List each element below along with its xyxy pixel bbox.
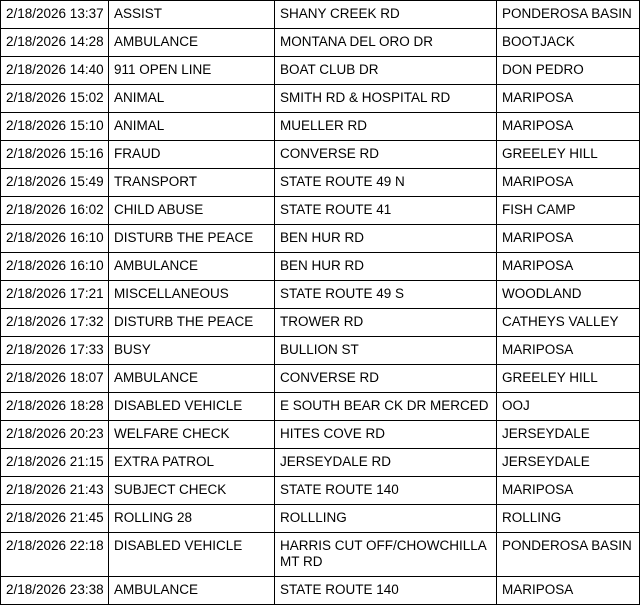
cell-call-type: DISTURB THE PEACE: [109, 309, 275, 337]
table-row: [1, 533, 640, 577]
table-row: [1, 309, 640, 337]
cell-datetime: 2/18/2026 21:15: [1, 449, 109, 477]
cell-datetime: 2/18/2026 15:16: [1, 141, 109, 169]
table-row: [1, 577, 640, 605]
table-row: [1, 253, 640, 281]
table-row: [1, 141, 640, 169]
table-row: [1, 225, 640, 253]
cell-location: BULLION ST: [275, 337, 497, 365]
table-row: [1, 505, 640, 533]
table-row: [1, 421, 640, 449]
cell-datetime: 2/18/2026 20:23: [1, 421, 109, 449]
cell-area: ROLLING: [497, 505, 640, 533]
cell-area: JERSEYDALE: [497, 449, 640, 477]
call-log-body: [1, 1, 640, 605]
table-row: [1, 169, 640, 197]
cell-location: HITES COVE RD: [275, 421, 497, 449]
cell-datetime: 2/18/2026 21:45: [1, 505, 109, 533]
cell-datetime: 2/18/2026 18:28: [1, 393, 109, 421]
cell-call-type: ANIMAL: [109, 113, 275, 141]
cell-location: MONTANA DEL ORO DR: [275, 29, 497, 57]
cell-location: JERSEYDALE RD: [275, 449, 497, 477]
cell-datetime: 2/18/2026 21:43: [1, 477, 109, 505]
cell-location: CONVERSE RD: [275, 365, 497, 393]
cell-area: CATHEYS VALLEY: [497, 309, 640, 337]
cell-datetime: 2/18/2026 18:07: [1, 365, 109, 393]
cell-location: E SOUTH BEAR CK DR MERCED: [275, 393, 497, 421]
cell-area: PONDEROSA BASIN: [497, 533, 640, 577]
cell-datetime: 2/18/2026 15:10: [1, 113, 109, 141]
cell-location: STATE ROUTE 41: [275, 197, 497, 225]
cell-call-type: AMBULANCE: [109, 577, 275, 605]
cell-datetime: 2/18/2026 14:40: [1, 57, 109, 85]
table-row: [1, 85, 640, 113]
cell-call-type: ANIMAL: [109, 85, 275, 113]
cell-location: BEN HUR RD: [275, 253, 497, 281]
cell-call-type: MISCELLANEOUS: [109, 281, 275, 309]
cell-call-type: WELFARE CHECK: [109, 421, 275, 449]
table-row: [1, 197, 640, 225]
cell-datetime: 2/18/2026 16:02: [1, 197, 109, 225]
cell-call-type: DISABLED VEHICLE: [109, 533, 275, 577]
table-row: [1, 1, 640, 29]
cell-location: MUELLER RD: [275, 113, 497, 141]
cell-area: MARIPOSA: [497, 85, 640, 113]
table-row: [1, 393, 640, 421]
cell-call-type: AMBULANCE: [109, 365, 275, 393]
cell-area: DON PEDRO: [497, 57, 640, 85]
cell-call-type: BUSY: [109, 337, 275, 365]
cell-area: MARIPOSA: [497, 225, 640, 253]
cell-call-type: EXTRA PATROL: [109, 449, 275, 477]
cell-location: HARRIS CUT OFF/CHOWCHILLA MT RD: [275, 533, 497, 577]
table-row: [1, 57, 640, 85]
cell-area: GREELEY HILL: [497, 365, 640, 393]
cell-datetime: 2/18/2026 16:10: [1, 253, 109, 281]
table-row: [1, 337, 640, 365]
table-row: [1, 29, 640, 57]
cell-call-type: ASSIST: [109, 1, 275, 29]
cell-location: ROLLLING: [275, 505, 497, 533]
cell-datetime: 2/18/2026 17:33: [1, 337, 109, 365]
cell-area: MARIPOSA: [497, 477, 640, 505]
cell-call-type: 911 OPEN LINE: [109, 57, 275, 85]
cell-location: STATE ROUTE 49 N: [275, 169, 497, 197]
cell-area: PONDEROSA BASIN: [497, 1, 640, 29]
cell-location: TROWER RD: [275, 309, 497, 337]
table-row: [1, 477, 640, 505]
cell-call-type: ROLLING 28: [109, 505, 275, 533]
cell-area: JERSEYDALE: [497, 421, 640, 449]
cell-call-type: DISTURB THE PEACE: [109, 225, 275, 253]
cell-location: STATE ROUTE 140: [275, 577, 497, 605]
cell-area: MARIPOSA: [497, 337, 640, 365]
cell-call-type: AMBULANCE: [109, 253, 275, 281]
table-row: [1, 449, 640, 477]
cell-location: CONVERSE RD: [275, 141, 497, 169]
cell-datetime: 2/18/2026 22:18: [1, 533, 109, 577]
cell-area: WOODLAND: [497, 281, 640, 309]
cell-call-type: AMBULANCE: [109, 29, 275, 57]
cell-datetime: 2/18/2026 16:10: [1, 225, 109, 253]
cell-datetime: 2/18/2026 17:21: [1, 281, 109, 309]
cell-call-type: TRANSPORT: [109, 169, 275, 197]
cell-location: BOAT CLUB DR: [275, 57, 497, 85]
table-row: [1, 113, 640, 141]
cell-area: MARIPOSA: [497, 169, 640, 197]
cell-call-type: DISABLED VEHICLE: [109, 393, 275, 421]
cell-location: SHANY CREEK RD: [275, 1, 497, 29]
cell-datetime: 2/18/2026 14:28: [1, 29, 109, 57]
cell-area: MARIPOSA: [497, 253, 640, 281]
cell-datetime: 2/18/2026 23:38: [1, 577, 109, 605]
cell-area: FISH CAMP: [497, 197, 640, 225]
cell-area: MARIPOSA: [497, 577, 640, 605]
cell-location: BEN HUR RD: [275, 225, 497, 253]
cell-datetime: 2/18/2026 15:02: [1, 85, 109, 113]
cell-area: MARIPOSA: [497, 113, 640, 141]
cell-location: SMITH RD & HOSPITAL RD: [275, 85, 497, 113]
cell-location: STATE ROUTE 140: [275, 477, 497, 505]
table-row: [1, 281, 640, 309]
cell-location: STATE ROUTE 49 S: [275, 281, 497, 309]
cell-call-type: FRAUD: [109, 141, 275, 169]
cell-area: GREELEY HILL: [497, 141, 640, 169]
table-row: [1, 365, 640, 393]
cell-call-type: CHILD ABUSE: [109, 197, 275, 225]
cell-area: OOJ: [497, 393, 640, 421]
cell-datetime: 2/18/2026 17:32: [1, 309, 109, 337]
cell-area: BOOTJACK: [497, 29, 640, 57]
cell-datetime: 2/18/2026 13:37: [1, 1, 109, 29]
cell-datetime: 2/18/2026 15:49: [1, 169, 109, 197]
cell-call-type: SUBJECT CHECK: [109, 477, 275, 505]
